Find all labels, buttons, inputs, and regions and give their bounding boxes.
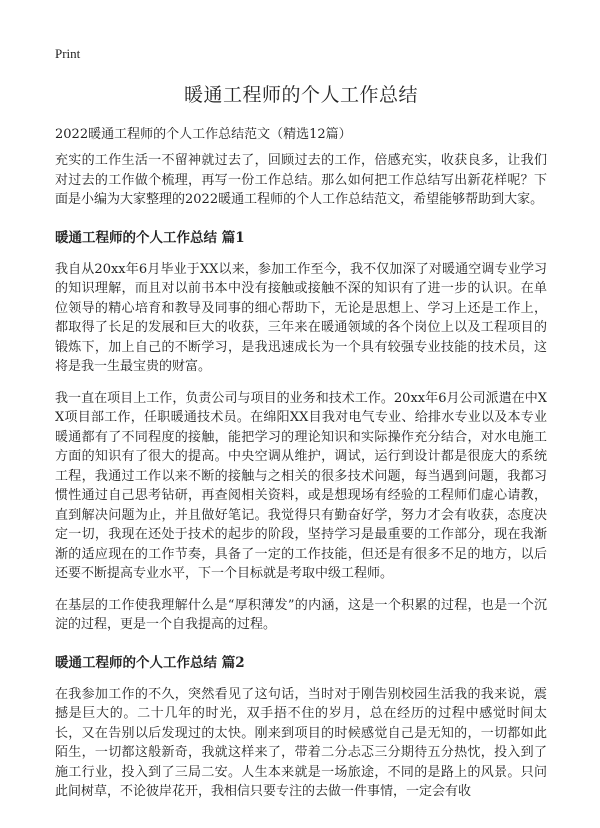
print-link[interactable]: Print: [55, 46, 81, 61]
section-heading-1: 暖通工程师的个人工作总结 篇1: [55, 229, 245, 246]
document-body: [55, 151, 547, 814]
intro-paragraph: 充实的工作生活一不留神就过去了，回顾过去的工作，倍感充实，收获良多，让我们对过去的工作做个梳理，再写一份工作总结。那么如何把工作总结写出新花样呢？下面是小编为大家整理的2022暖通工程师的个人工作总结范文，希望能够帮助到大家。: [55, 153, 547, 207]
document-subtitle: 2022暖通工程师的个人工作总结范文（精选12篇）: [55, 127, 352, 142]
section-1-paragraph-1: 我自从20xx年6月毕业于XX以来，参加工作至今，我不仅加深了对暖通空调专业学习的知识理解，而且对以前书本中没有接触或接触不深的知识有了进一步的认识。在单位领导的精心培育和教导及同事的细心帮助下，无论是思想上、学习上还是工作上，都取得了长足的发展和巨大的收获，三年来在暖通领域的各个岗位上以及工程项目的锻炼下，加上自己的不断学习，是我迅速成长为一个具有较强专业技能的技术员，这将是我一生最宝贵的财富。: [55, 261, 547, 374]
document-title: 暖通工程师的个人工作总结: [183, 84, 418, 106]
section-1-paragraph-3: 在基层的工作使我理解什么是“厚积薄发”的内涵，这是一个积累的过程，也是一个沉淀的过程，更是一个自我提高的过程。: [55, 597, 547, 632]
section-heading-2: 暖通工程师的个人工作总结 篇2: [55, 654, 245, 671]
section-2-paragraph-1: 在我参加工作的不久，突然看见了这句话，当时对于刚告别校园生活我的我来说，震撼是巨大的。二十几年的时光，双手捂不住的岁月，总在经历的过程中感觉时间太长，又在告别以后发现过的太快。刚来到项目的时候感觉自己是无知的，一切都如此陌生，一切都这般新奇，我就这样来了，带着二分忐忑三分期待五分热忱，投入到了施工行业，投入到了三局二安。人生本来就是一场旅途，不同的是路上的风景。只问此间树草，不论彼岸花开，我相信只要专注的去做一件事情，一定会有收: [55, 686, 547, 799]
section-1-paragraph-2: 我一直在项目上工作，负责公司与项目的业务和技术工作。20xx年6月公司派遣在中XX项目部工作，任职暖通技术员。在绵阳XX目我对电气专业、给排水专业以及本专业暖通都有了不同程度的接触，能把学习的理论知识和实际操作充分结合，对水电施工方面的知识有了很大的提高。中央空调从维护，调试，运行到设计都是很庞大的系统工程，我通过工作以来不断的接触与之相关的很多技术问题，每当遇到问题，我都习惯性通过自己思考钻研，再查阅相关资料，或是想现场有经验的工程师们虚心请教，直到解决问题为止，并且做好笔记。我觉得只有勤奋好学，努力才会有收获，态度决定一切，我现在还处于技术的起步的阶段，坚持学习是最重要的工作部分，现在我渐渐的适应现在的工作节奏，具备了一定的工作技能，但还是有很多不足的地方，以后还要不断提高专业水平，下一个目标就是考取中级工程师。: [55, 390, 547, 581]
